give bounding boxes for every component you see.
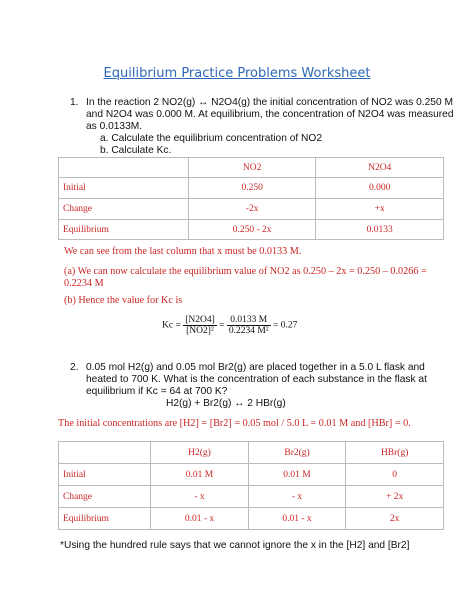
kc-fraction-1-numerator: [N2O4] xyxy=(185,315,215,325)
table-1-header-empty xyxy=(59,158,189,178)
kc-fraction-1 xyxy=(183,315,217,336)
table-2-header-hbr: HBr(g) xyxy=(346,442,444,464)
question-1-line-2: and N2O4 was 0.000 M. At equilibrium, the concentration of N2O4 was measured xyxy=(86,109,454,120)
answer-1-line-1: We can see from the last column that x must be 0.0133 M. xyxy=(64,246,302,257)
table-1-header-row xyxy=(59,158,444,178)
table-2 xyxy=(58,441,444,530)
answer-1-line-4: (b) Hence the value for Kc is xyxy=(64,295,183,306)
kc-lhs: Kc = xyxy=(162,320,181,331)
table-row xyxy=(59,178,444,199)
answer-2-line-1: The initial concentrations are [H2] = [Br2] = 0.05 mol / 5.0 L = 0.01 M and [HBr] = 0. xyxy=(58,418,411,429)
table-2-row-label: Equilibrium xyxy=(59,508,151,530)
question-2-number: 2. xyxy=(70,362,79,373)
table-1 xyxy=(58,157,444,240)
kc-fraction-2-denominator: 0.2234 M² xyxy=(228,326,269,336)
table-row xyxy=(59,508,444,530)
table-2-cell: 0.01 M xyxy=(151,464,249,486)
table-2-cell: 0 xyxy=(346,464,444,486)
table-1-row-label: Equilibrium xyxy=(59,220,189,240)
kc-result: = 0.27 xyxy=(273,320,298,331)
question-1-part-a: a. Calculate the equilibrium concentration of NO2 xyxy=(100,133,322,144)
table-row xyxy=(59,199,444,220)
table-row xyxy=(59,220,444,240)
table-2-header-row xyxy=(59,442,444,464)
kc-fraction-2 xyxy=(227,315,271,336)
table-1-cell: 0.250 - 2x xyxy=(188,220,316,240)
table-1-cell: -2x xyxy=(188,199,316,220)
question-2-reaction: H2(g) + Br2(g) ↔ 2 HBr(g) xyxy=(166,398,286,409)
answer-1-line-3: 0.2234 M xyxy=(64,278,104,289)
table-1-header-no2: NO2 xyxy=(188,158,316,178)
question-2-line-3: equilibrium if Kc = 64 at 700 K? xyxy=(86,386,228,397)
table-2-cell: 2x xyxy=(346,508,444,530)
table-2-cell: 0.01 - x xyxy=(151,508,249,530)
table-2-cell: + 2x xyxy=(346,486,444,508)
table-1-row-label: Initial xyxy=(59,178,189,199)
table-2-header-h2: H2(g) xyxy=(151,442,249,464)
question-1-number: 1. xyxy=(70,97,79,108)
question-1-line-1: In the reaction 2 NO2(g) ↔ N2O4(g) the initial concentration of NO2 was 0.250 M xyxy=(86,97,453,108)
table-2-cell: - x xyxy=(248,486,346,508)
question-1-part-b: b. Calculate Kc. xyxy=(100,145,172,156)
table-row xyxy=(59,486,444,508)
table-2-row-label: Initial xyxy=(59,464,151,486)
table-1-cell: 0.250 xyxy=(188,178,316,199)
table-1-header-n2o4: N2O4 xyxy=(316,158,444,178)
table-1-cell: 0.0133 xyxy=(316,220,444,240)
table-1-cell: 0.000 xyxy=(316,178,444,199)
table-2-header-br2: Br2(g) xyxy=(248,442,346,464)
table-2-cell: 0.01 - x xyxy=(248,508,346,530)
answer-1-line-2: (a) We can now calculate the equilibrium value of NO2 as 0.250 – 2x = 0.250 – 0.0266 = xyxy=(64,266,427,277)
question-1-line-3: as 0.0133M. xyxy=(86,121,143,132)
table-2-cell: 0.01 M xyxy=(248,464,346,486)
table-2-row-label: Change xyxy=(59,486,151,508)
kc-equation: Kc = $\frac{[N2O4]}{\text{[NO2]²}}$ = $\frac{0.0133 M}{\text{0.2234 M²}}$ = 0.27 xyxy=(162,315,298,336)
table-1-row-label: Change xyxy=(59,199,189,220)
table-row xyxy=(59,464,444,486)
kc-fraction-2-numerator: 0.0133 M xyxy=(227,315,271,326)
question-2-line-2: heated to 700 K. What is the concentration of each substance in the flask at xyxy=(86,374,427,385)
kc-fraction-1-denominator: [NO2]² xyxy=(186,326,214,336)
table-1-cell: +x xyxy=(316,199,444,220)
question-2-line-1: 0.05 mol H2(g) and 0.05 mol Br2(g) are placed together in a 5.0 L flask and xyxy=(86,362,425,373)
page-title: Equilibrium Practice Problems Worksheet xyxy=(103,66,371,81)
table-2-header-empty xyxy=(59,442,151,464)
footer-note: *Using the hundred rule says that we cannot ignore the x in the [H2] and [Br2] xyxy=(60,540,410,551)
table-2-cell: - x xyxy=(151,486,249,508)
